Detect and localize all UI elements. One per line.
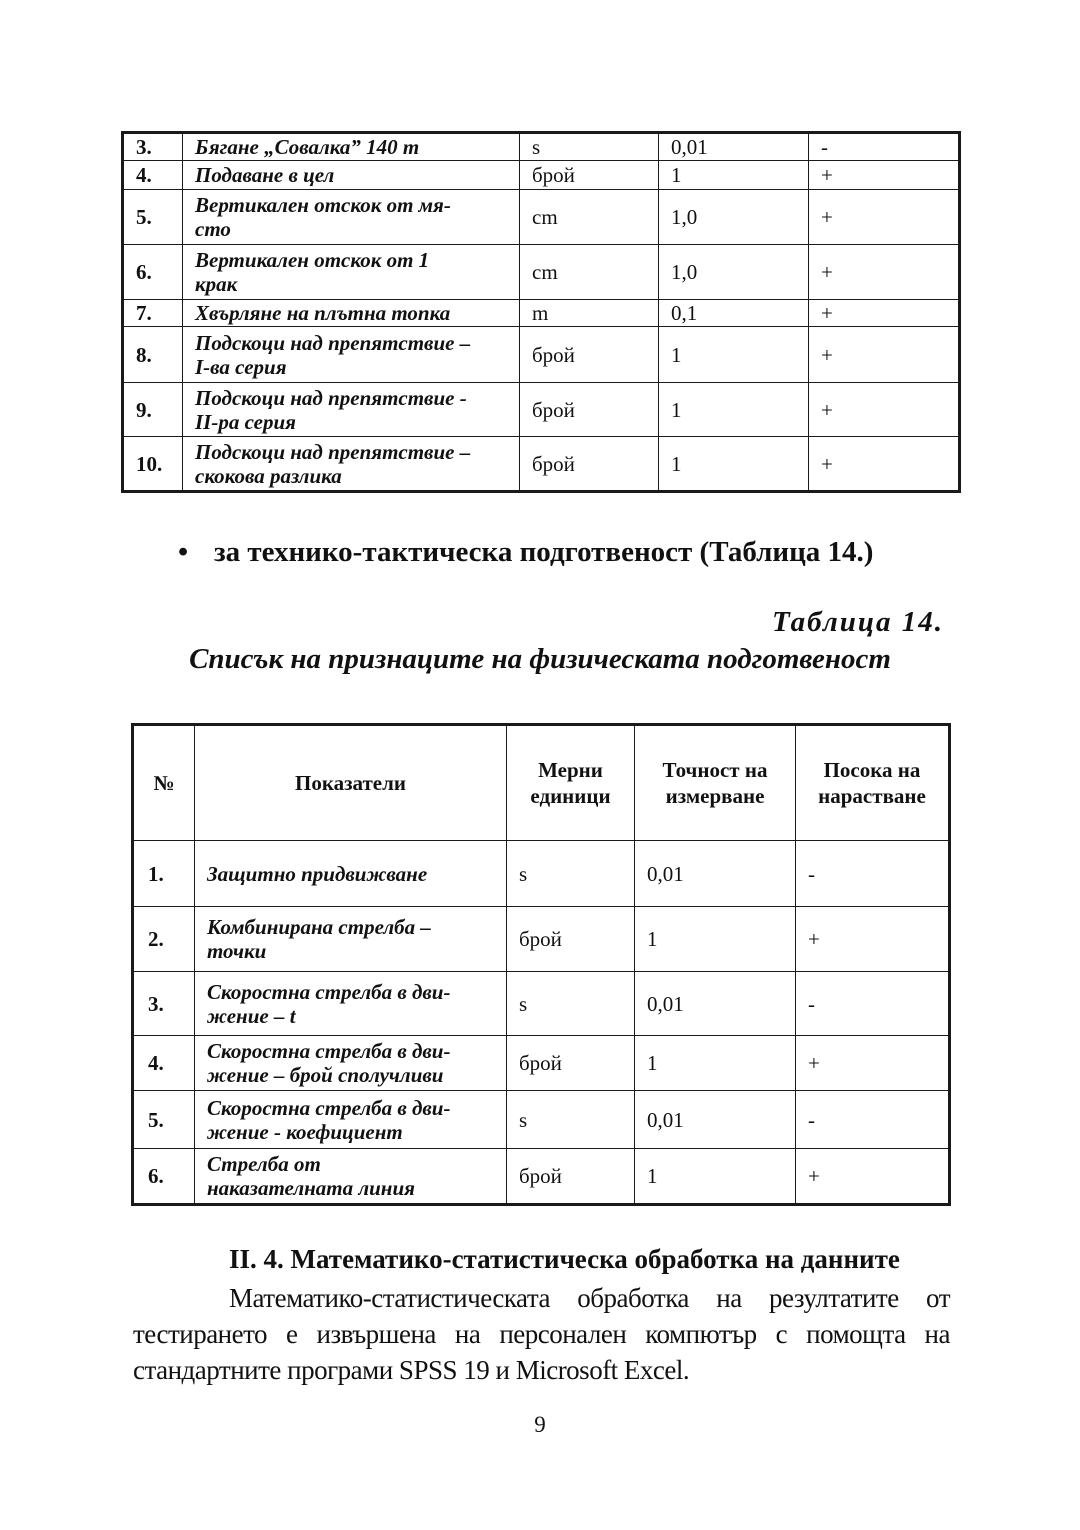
page-number: 9 (534, 1412, 546, 1437)
table-label: Таблица 14. (771, 606, 944, 638)
cell-accuracy: 0,01 (635, 1091, 796, 1149)
table-row (123, 161, 960, 190)
cell-accuracy: 1 (635, 1036, 796, 1091)
bullet-icon: • (178, 536, 189, 568)
table-row (133, 972, 950, 1036)
cell-num: 6. (123, 245, 183, 300)
bullet-text: за технико-тактическа подготвеност (Таблица 14.) (214, 536, 874, 568)
section-paragraph: Математико-статистическата обработка на резултатите от тестирането е извършена на персонален компютър с помощта на стандартните програми SPSS 19 и Microsoft Excel. (133, 1283, 950, 1385)
cell-indicator: Комбинирана стрелба – точки (195, 907, 507, 972)
cell-accuracy: 1,0 (659, 190, 809, 245)
cell-direction: - (796, 972, 950, 1036)
header-unit: Мерни единици (507, 725, 635, 841)
cell-unit: s (507, 972, 635, 1036)
cell-direction: - (809, 133, 960, 161)
cell-direction: + (809, 161, 960, 190)
cell-unit: s (520, 133, 659, 161)
cell-unit: брой (507, 1149, 635, 1205)
cell-accuracy: 0,1 (659, 300, 809, 327)
table-row (133, 1091, 950, 1149)
cell-indicator: Стрелба от наказателната линия (195, 1149, 507, 1205)
cell-unit: брой (520, 327, 659, 383)
cell-direction: + (809, 190, 960, 245)
cell-unit: cm (520, 245, 659, 300)
cell-indicator: Скоростна стрелба в дви- жение – t (195, 972, 507, 1036)
cell-num: 5. (133, 1091, 195, 1149)
cell-num: 5. (123, 190, 183, 245)
cell-accuracy: 1 (659, 383, 809, 437)
cell-num: 4. (123, 161, 183, 190)
cell-num: 1. (133, 841, 195, 907)
header-indicator: Показатели (195, 725, 507, 841)
cell-direction: + (809, 327, 960, 383)
cell-accuracy: 1 (635, 907, 796, 972)
table-row (123, 245, 960, 300)
header-accuracy: Точност на измерване (635, 725, 796, 841)
table-row (123, 190, 960, 245)
table-row (123, 327, 960, 383)
cell-unit: брой (507, 907, 635, 972)
cell-indicator: Скоростна стрелба в дви- жение - коефициент (195, 1091, 507, 1149)
table-row (123, 383, 960, 437)
table-row (133, 1149, 950, 1205)
cell-accuracy: 1 (659, 327, 809, 383)
header-direction: Посока на нарастване (796, 725, 950, 841)
cell-indicator: Вертикален отскок от 1 крак (183, 245, 520, 300)
cell-unit: m (520, 300, 659, 327)
cell-num: 9. (123, 383, 183, 437)
cell-num: 10. (123, 437, 183, 492)
header-num: № (133, 725, 195, 841)
table-title: Списък на признаците на физическата подготвеност (189, 643, 891, 675)
cell-indicator: Подскоци над препятствие – I-ва серия (183, 327, 520, 383)
bullet-item (178, 536, 873, 569)
cell-accuracy: 1 (635, 1149, 796, 1205)
cell-direction: + (796, 1149, 950, 1205)
cell-num: 2. (133, 907, 195, 972)
table-header-row (133, 725, 950, 841)
cell-indicator: Скоростна стрелба в дви- жение – брой сполучливи (195, 1036, 507, 1091)
cell-indicator: Подаване в цел (183, 161, 520, 190)
cell-num: 3. (123, 133, 183, 161)
cell-accuracy: 0,01 (635, 841, 796, 907)
table-row (133, 841, 950, 907)
table-continued (121, 131, 961, 493)
cell-num: 7. (123, 300, 183, 327)
table-row (123, 133, 960, 161)
cell-direction: - (796, 1091, 950, 1149)
cell-direction: + (796, 1036, 950, 1091)
cell-num: 8. (123, 327, 183, 383)
cell-accuracy: 1 (659, 161, 809, 190)
cell-unit: cm (520, 190, 659, 245)
cell-num: 6. (133, 1149, 195, 1205)
table-row (123, 300, 960, 327)
cell-unit: брой (520, 161, 659, 190)
cell-accuracy: 1,0 (659, 245, 809, 300)
table-14 (131, 723, 951, 1206)
cell-unit: брой (520, 383, 659, 437)
cell-direction: + (809, 300, 960, 327)
table-row (133, 1036, 950, 1091)
cell-indicator: Вертикален отскок от мя- сто (183, 190, 520, 245)
cell-direction: + (796, 907, 950, 972)
cell-indicator: Подскоци над препятствие – скокова разлика (183, 437, 520, 492)
cell-indicator: Хвърляне на плътна топка (183, 300, 520, 327)
cell-indicator: Защитно придвижване (195, 841, 507, 907)
cell-indicator: Подскоци над препятствие - II-ра серия (183, 383, 520, 437)
cell-num: 4. (133, 1036, 195, 1091)
table-row (133, 907, 950, 972)
cell-unit: s (507, 1091, 635, 1149)
cell-indicator: Бягане „Совалка” 140 m (183, 133, 520, 161)
cell-unit: брой (507, 1036, 635, 1091)
cell-accuracy: 0,01 (659, 133, 809, 161)
cell-direction: + (809, 437, 960, 492)
cell-direction: + (809, 383, 960, 437)
table-row (123, 437, 960, 492)
cell-unit: s (507, 841, 635, 907)
cell-direction: - (796, 841, 950, 907)
cell-num: 3. (133, 972, 195, 1036)
cell-unit: брой (520, 437, 659, 492)
cell-accuracy: 0,01 (635, 972, 796, 1036)
section-heading: II. 4. Математико-статистическа обработка на данните (229, 1244, 900, 1274)
cell-accuracy: 1 (659, 437, 809, 492)
cell-direction: + (809, 245, 960, 300)
